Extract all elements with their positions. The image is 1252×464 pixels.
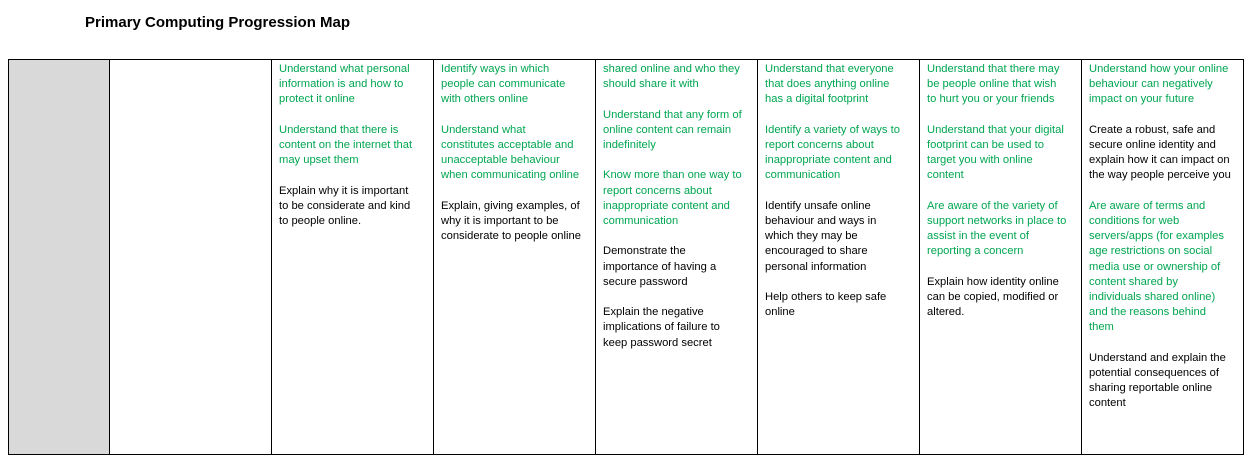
objective-text: Understand how your online behaviour can negatively impact on your future [1089,63,1229,106]
objective-text: Identify ways in which people can communicate with others online [441,63,566,106]
page-title: Primary Computing Progression Map [85,14,351,31]
table-cell [434,60,596,455]
table-row [9,60,1244,455]
progression-table [8,59,1244,455]
empty-cell [110,60,272,455]
objective-text: Explain why it is important to be considerate and kind to people online. [279,184,411,227]
row-header-cell [9,60,110,455]
objective-text: Create a robust, safe and secure online identity and explain how it can impact on the way people perceive you [1089,123,1231,182]
objective-text: Understand what personal information is and how to protect it online [279,63,410,106]
objective-text: Are aware of the variety of support networks in place to assist in the event of reporting a concern [927,199,1067,258]
table-cell [596,60,758,455]
objective-text: Explain how identity online can be copied, modified or altered. [927,275,1059,319]
objective-text: Help others to keep safe online [765,291,887,319]
objective-text: Understand that there may be people online that wish to hurt you or your friends [927,63,1060,106]
table-cell [1082,60,1244,455]
objective-text: shared online and who they should share it with [603,63,740,91]
objective-text: Explain the negative implications of failure to keep password secret [603,306,720,349]
objective-text: Identify unsafe online behaviour and ways in which they may be encouraged to share personal information [765,199,877,273]
table-cell [272,60,434,455]
objective-text: Understand what constitutes acceptable and unacceptable behaviour when communicating online [441,123,580,182]
table-cell [758,60,920,455]
objective-text: Are aware of terms and conditions for web servers/apps (for examples age restrictions on social media use or ownership of content shared by individuals shared online) and the reasons behind them [1089,199,1224,334]
objective-text: Understand and explain the potential consequences of sharing reportable online content [1089,351,1226,410]
table-cell [920,60,1082,455]
objective-text: Know more than one way to report concerns about inappropriate content and communication [603,169,742,227]
objective-text: Understand that your digital footprint can be used to target you with online content [927,123,1064,182]
objective-text: Understand that any form of online content can remain indefinitely [603,108,742,151]
objective-text: Understand that everyone that does anything online has a digital footprint [765,63,894,106]
objective-text: Understand that there is content on the internet that may upset them [279,123,413,167]
objective-text: Demonstrate the importance of having a secure password [603,245,717,288]
objective-text: Explain, giving examples, of why it is important to be considerate to people online [441,199,581,243]
objective-text: Identify a variety of ways to report concerns about inappropriate content and communication [765,123,900,182]
